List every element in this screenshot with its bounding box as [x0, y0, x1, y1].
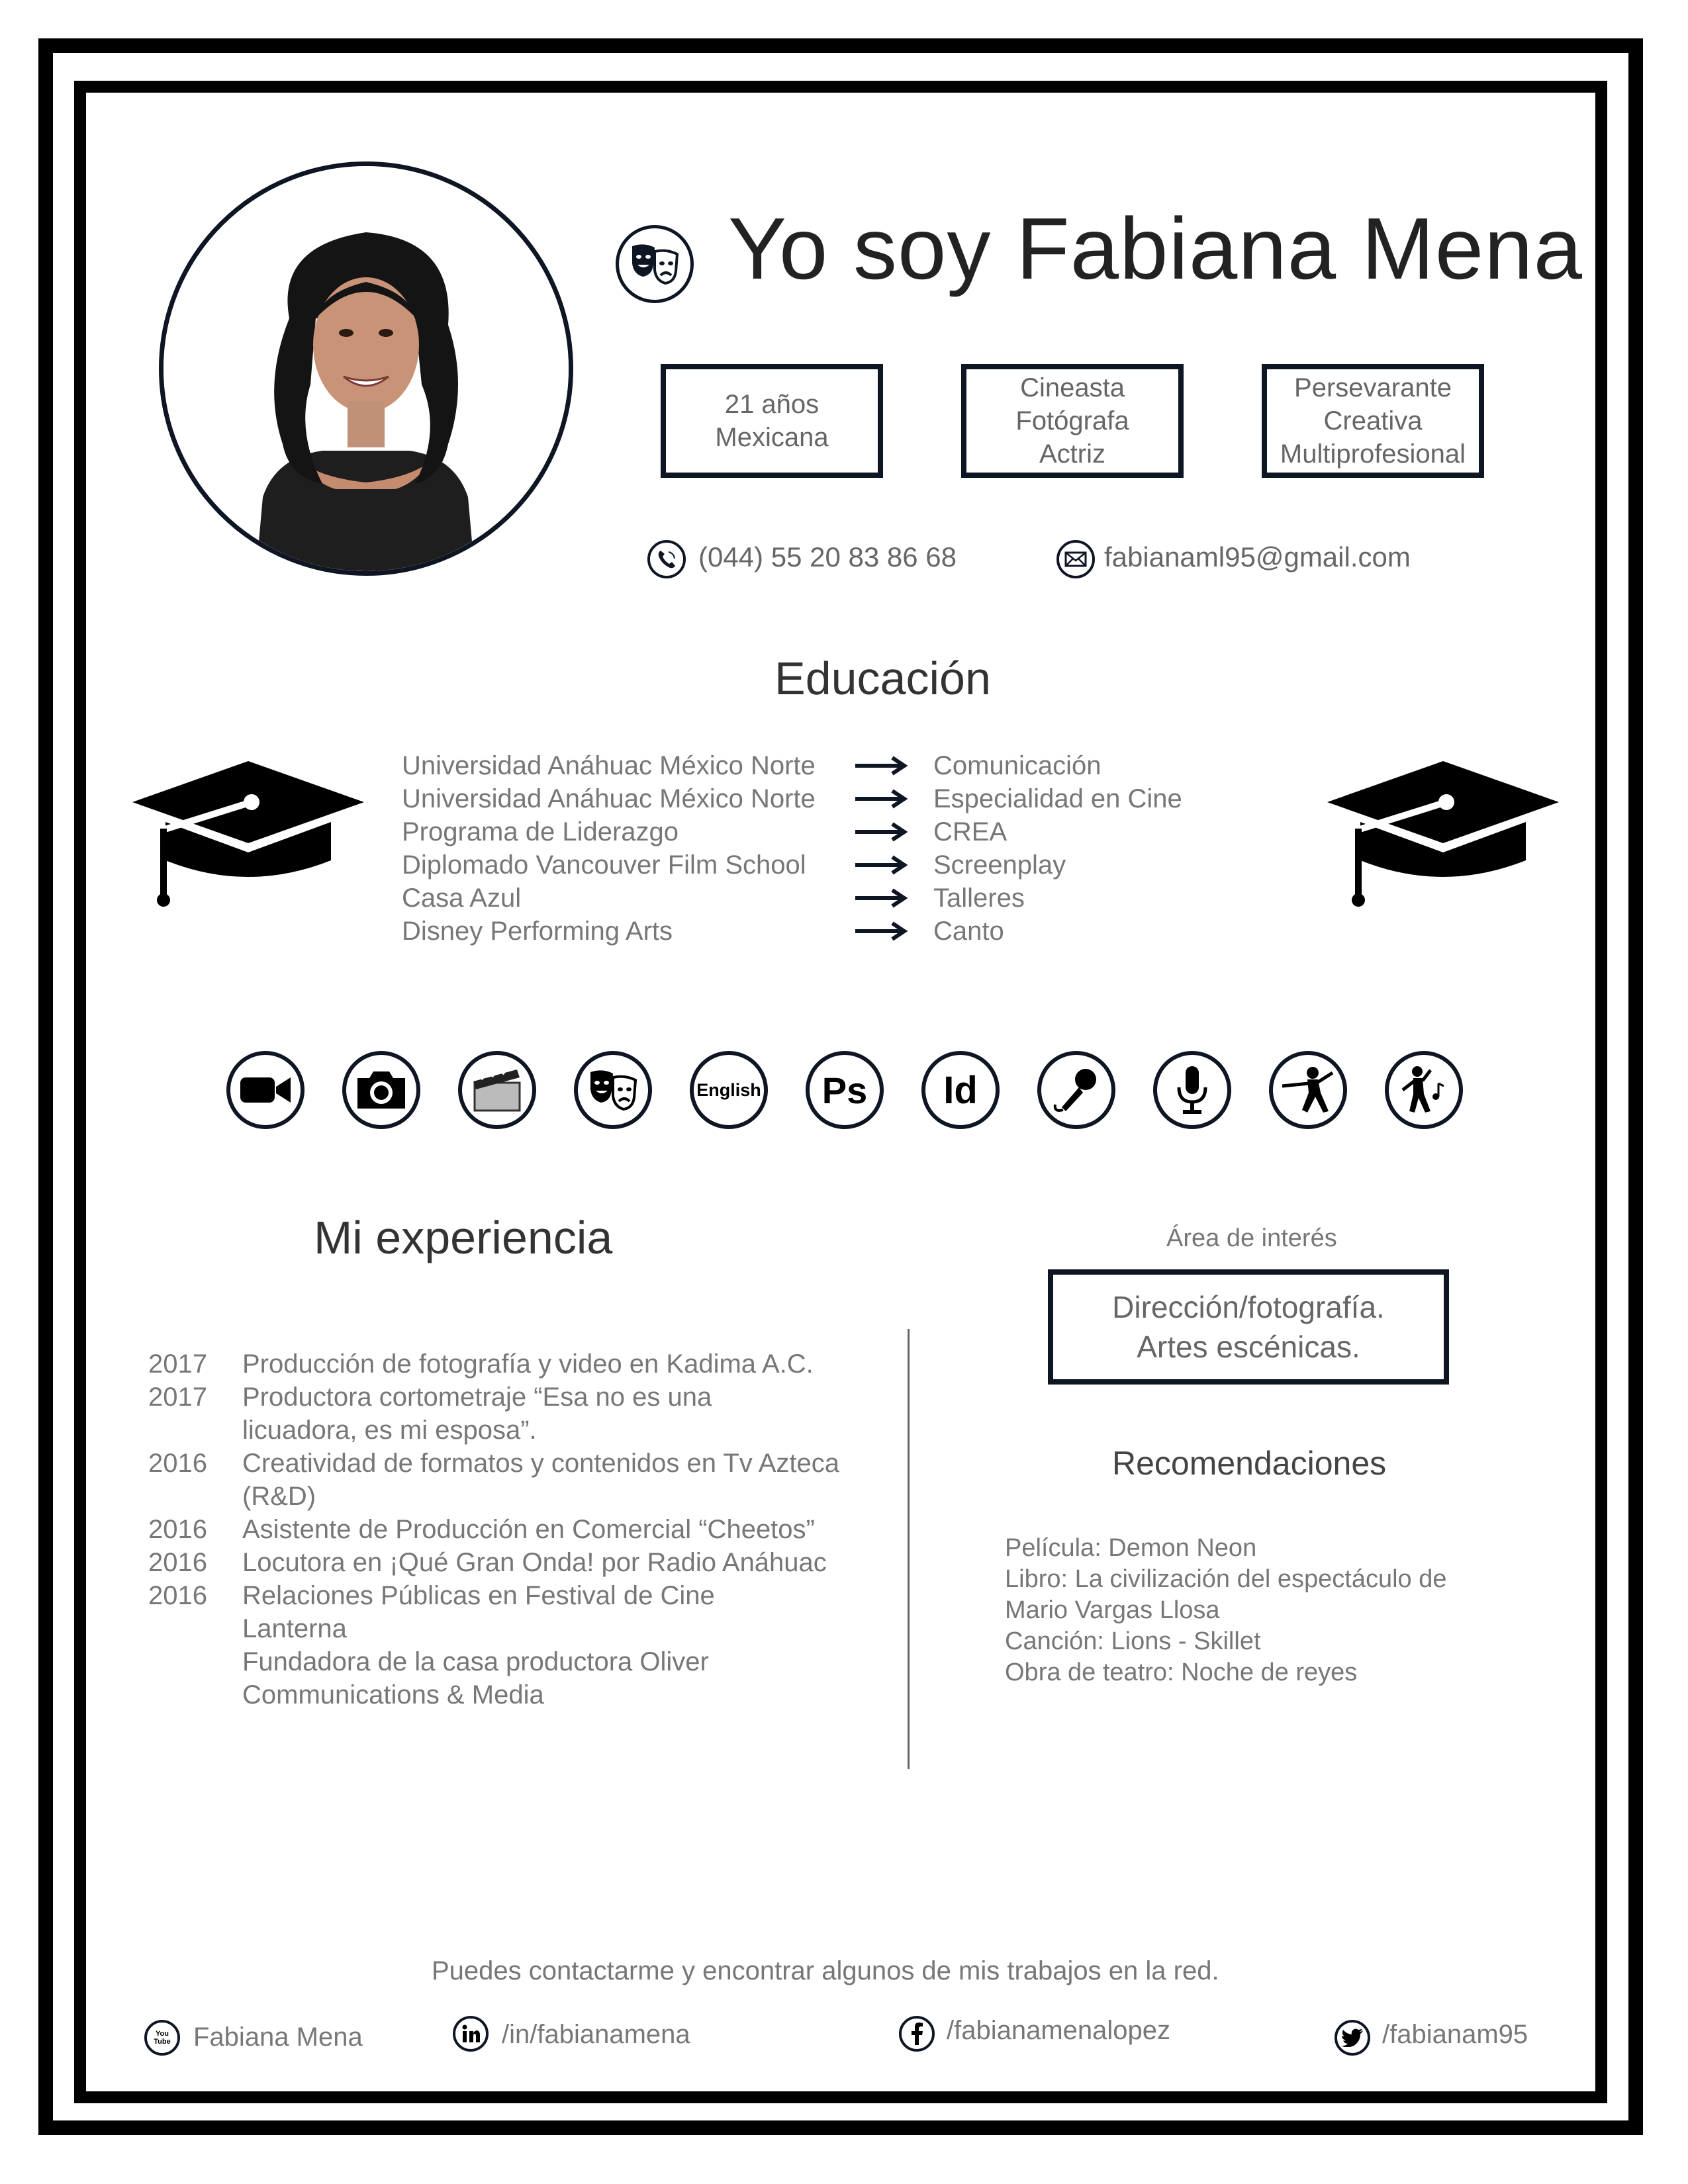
english-icon	[690, 1051, 768, 1129]
video-camera-icon	[226, 1051, 305, 1129]
experience-item	[148, 1347, 851, 1381]
theater-masks-icon	[574, 1051, 652, 1129]
interest-item: Artes escénicas.	[1137, 1330, 1360, 1364]
badge-age: 21 años	[724, 390, 820, 419]
experience-year: 2017	[148, 1383, 207, 1412]
email-icon	[1056, 540, 1095, 578]
portrait-illustration	[164, 166, 569, 571]
badge-trait: Multiprofesional	[1280, 439, 1466, 469]
facebook-link[interactable]: /fabianamenalopez	[947, 2016, 1171, 2045]
dance-icon	[1385, 1051, 1463, 1129]
phone-number[interactable]: (044) 55 20 83 86 68	[698, 541, 957, 572]
column-divider	[908, 1329, 910, 1769]
theater-masks-icon	[616, 225, 694, 303]
recommendation-item: Obra de teatro: Noche de reyes	[1005, 1659, 1358, 1686]
education-program: Comunicación	[933, 751, 1102, 780]
experience-item	[148, 1381, 851, 1447]
footer-tagline: Puedes contactarme y encontrar algunos de mis trabajos en la red.	[432, 1956, 1219, 1985]
badge-nationality: Mexicana	[715, 423, 829, 452]
linkedin-link[interactable]: /in/fabianamena	[502, 2020, 690, 2049]
youtube-icon-text: You Tube	[154, 2030, 171, 2046]
twitter-link[interactable]: /fabianam95	[1382, 2020, 1528, 2049]
experience-text: (R&D)	[242, 1482, 316, 1511]
clapperboard-icon	[458, 1051, 536, 1129]
education-schools	[402, 749, 816, 948]
recommendations-list	[1005, 1533, 1447, 1688]
experience-text: Locutora en ¡Qué Gran Onda! por Radio Anáhuac	[242, 1548, 827, 1577]
education-heading: Educación	[774, 653, 991, 704]
linkedin-icon[interactable]	[453, 2016, 489, 2052]
education-arrows	[855, 756, 908, 941]
badge-profession: Cineasta	[1020, 373, 1125, 402]
experience-year	[148, 1645, 242, 1711]
english-label: English	[696, 1079, 761, 1100]
fencing-icon	[1269, 1051, 1347, 1129]
professions-box	[961, 364, 1184, 478]
experience-text: Producción de fotografía y video en Kadima A.C.	[242, 1349, 814, 1379]
experience-text: Communications & Media	[242, 1680, 544, 1709]
facebook-icon[interactable]	[899, 2016, 935, 2052]
education-school: Disney Performing Arts	[402, 917, 673, 946]
recommendation-item: Canción: Lions - Skillet	[1005, 1627, 1261, 1655]
photoshop-label: Ps	[821, 1069, 868, 1111]
experience-list	[148, 1347, 851, 1711]
arrow-right-icon	[855, 921, 908, 941]
education-program: Especialidad en Cine	[933, 784, 1182, 813]
experience-text: Fundadora de la casa productora Oliver	[242, 1647, 709, 1676]
experience-item	[148, 1513, 851, 1546]
experience-item	[148, 1645, 851, 1711]
experience-year: 2016	[148, 1515, 207, 1544]
experience-item	[148, 1579, 851, 1645]
indesign-label: Id	[943, 1068, 978, 1112]
badge-profession: Fotógrafa	[1015, 406, 1129, 435]
experience-text: Asistente de Producción en Comercial “Cheetos”	[242, 1515, 815, 1544]
indesign-icon	[921, 1051, 1000, 1129]
age-nationality-box	[661, 364, 883, 478]
education-program: CREA	[933, 817, 1008, 846]
email-address[interactable]: fabianaml95@gmail.com	[1104, 541, 1411, 572]
education-program: Canto	[933, 917, 1004, 946]
arrow-right-icon	[855, 822, 908, 842]
profile-photo	[159, 161, 573, 576]
experience-item	[148, 1447, 851, 1513]
experience-year: 2016	[148, 1581, 207, 1610]
photoshop-icon	[806, 1051, 884, 1129]
traits-box	[1262, 364, 1484, 478]
education-programs	[933, 749, 1182, 948]
page-title: Yo soy Fabiana Mena	[728, 200, 1583, 297]
experience-text: Lanterna	[242, 1614, 347, 1643]
badge-profession: Actriz	[1039, 439, 1105, 469]
experience-text: licuadora, es mi esposa”.	[242, 1416, 537, 1445]
recommendation-item: Película: Demon Neon	[1005, 1534, 1257, 1562]
recommendation-item: Mario Vargas Llosa	[1005, 1596, 1220, 1624]
recommendation-item: Libro: La civilización del espectáculo de	[1005, 1565, 1447, 1593]
education-program: Talleres	[933, 884, 1025, 913]
experience-text: Relaciones Públicas en Festival de Cine	[242, 1581, 715, 1610]
education-school: Diplomado Vancouver Film School	[402, 850, 806, 880]
microphone-icon	[1153, 1051, 1231, 1129]
interest-box	[1048, 1269, 1449, 1385]
youtube-link[interactable]: Fabiana Mena	[193, 2023, 363, 2052]
graduation-cap-icon	[132, 761, 364, 907]
karaoke-microphone-icon	[1037, 1051, 1115, 1129]
arrow-right-icon	[855, 888, 908, 908]
arrow-right-icon	[855, 855, 908, 875]
experience-text: Productora cortometraje “Esa no es una	[242, 1383, 712, 1412]
badge-trait: Persevarante	[1294, 373, 1452, 402]
experience-year: 2016	[148, 1548, 207, 1577]
interest-item: Dirección/fotografía.	[1112, 1290, 1385, 1324]
experience-heading: Mi experiencia	[314, 1212, 613, 1263]
arrow-right-icon	[855, 756, 908, 776]
photo-camera-icon	[342, 1051, 420, 1129]
education-school: Universidad Anáhuac México Norte	[402, 784, 816, 813]
phone-icon	[647, 540, 686, 578]
interest-heading: Área de interés	[1166, 1224, 1337, 1252]
experience-item	[148, 1546, 851, 1579]
arrow-right-icon	[855, 789, 908, 809]
education-school: Universidad Anáhuac México Norte	[402, 751, 816, 780]
graduation-cap-icon	[1327, 761, 1559, 907]
youtube-icon[interactable]	[144, 2020, 180, 2056]
badge-trait: Creativa	[1323, 406, 1423, 435]
education-school: Programa de Liderazgo	[402, 817, 679, 846]
experience-year: 2016	[148, 1449, 207, 1478]
recommendations-heading: Recomendaciones	[1112, 1445, 1387, 1482]
education-school: Casa Azul	[402, 884, 522, 913]
twitter-icon[interactable]	[1335, 2020, 1370, 2056]
education-program: Screenplay	[933, 850, 1066, 880]
experience-year: 2017	[148, 1349, 207, 1379]
experience-text: Creatividad de formatos y contenidos en Tv Azteca	[242, 1449, 839, 1478]
